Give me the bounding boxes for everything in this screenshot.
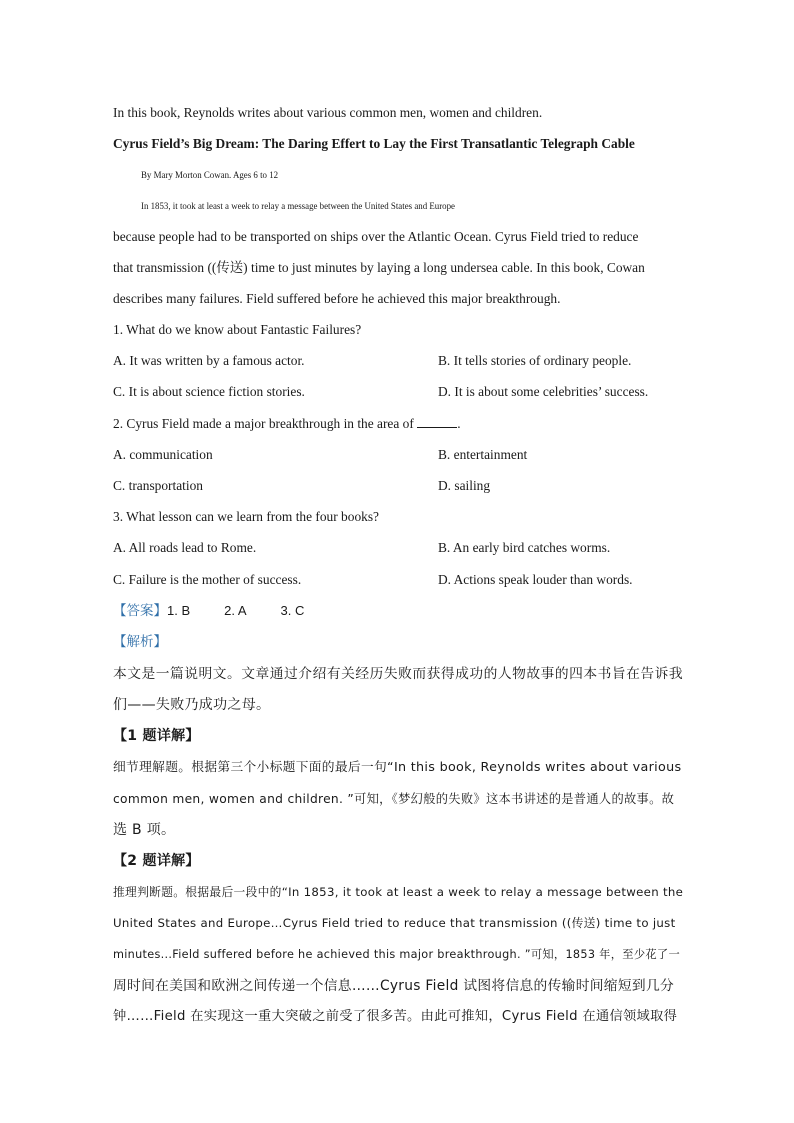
answer-item: 3. C [280,603,305,618]
answer-values [167,603,338,618]
q2-detail-label: 【2 题详解】 [113,853,200,869]
option-b: B. It tells stories of ordinary people. [438,353,632,368]
q1-detail-line: 选 B 项。 [113,822,176,838]
analysis-label: 【解析】 [113,634,167,650]
answer-line [113,601,683,621]
q1-detail-line: common men, women and children. ”可知，《梦幻般的失败》这本书讲述的是普通人的故事。故 [113,792,675,806]
option-a: A. All roads lead to Rome. [113,540,257,555]
book-byline: By Mary Morton Cowan. Ages 6 to 12 [141,170,279,180]
q1-detail-line: 细节理解题。根据第三个小标题下面的最后一句“In this book, Reynolds writes about various [113,760,682,775]
intro-line: In this book, Reynolds writes about various common men, women and children. [113,105,543,120]
analysis-summary-line: 本文是一篇说明文。文章通过介绍有关经历失败而获得成功的人物故事的四本书旨在告诉我 [113,666,683,682]
question-stem-text: 2. Cyrus Field made a major breakthrough in the area of [113,416,414,431]
q2-detail-line: United States and Europe…Cyrus Field tried to reduce that transmission ((传送) time to just [113,916,676,930]
option-d: D. Actions speak louder than words. [438,572,633,587]
option-b: B. entertainment [438,447,528,462]
q2-detail-line: 推理判断题。根据最后一段中的“In 1853, it took at least a week to relay a message between the [113,885,684,899]
q2-detail-line: minutes...Field suffered before he achieved this major breakthrough. ”可知，1853 年，至少花了一 [113,948,681,961]
option-a: A. It was written by a famous actor. [113,353,305,368]
option-b: B. An early bird catches worms. [438,540,611,555]
book-para-line: describes many failures. Field suffered before he achieved this major breakthrough. [113,291,561,306]
option-d: D. sailing [438,478,491,493]
analysis-summary-line: 们——失败乃成功之母。 [113,697,271,713]
option-d: D. It is about some celebrities’ success. [438,384,649,399]
book-title: Cyrus Field’s Big Dream: The Daring Effert to Lay the First Transatlantic Telegraph Cable [113,136,635,151]
answer-item: 1. B [167,603,191,618]
question-stem-end: . [457,416,461,431]
book-para-line: In 1853, it took at least a week to relay a message between the United States and Europe [141,201,455,211]
q2-detail-line: 钟……Field 在实现这一重大突破之前受了很多苦。由此可推知，Cyrus Field 在通信领域取得 [113,1009,678,1024]
q1-detail-label: 【1 题详解】 [113,728,200,744]
q2-detail-line: 周时间在美国和欧洲之间传递一个信息……Cyrus Field 试图将信息的传输时间缩短到几分 [113,978,675,994]
option-c: C. transportation [113,478,204,493]
question-stem: 3. What lesson can we learn from the four books? [113,509,379,524]
answer-label: 【答案】 [113,603,167,619]
option-a: A. communication [113,447,213,462]
book-para-line: that transmission ((传送) time to just minutes by laying a long undersea cable. In this book, Cowan [113,260,645,275]
question-stem [113,414,683,434]
option-c: C. Failure is the mother of success. [113,572,302,587]
book-para-line: because people had to be transported on ships over the Atlantic Ocean. Cyrus Field tried to reduce [113,229,639,244]
answer-blank [417,415,457,428]
option-c: C. It is about science fiction stories. [113,384,305,399]
question-stem: 1. What do we know about Fantastic Failures? [113,322,362,337]
answer-item: 2. A [224,603,247,618]
